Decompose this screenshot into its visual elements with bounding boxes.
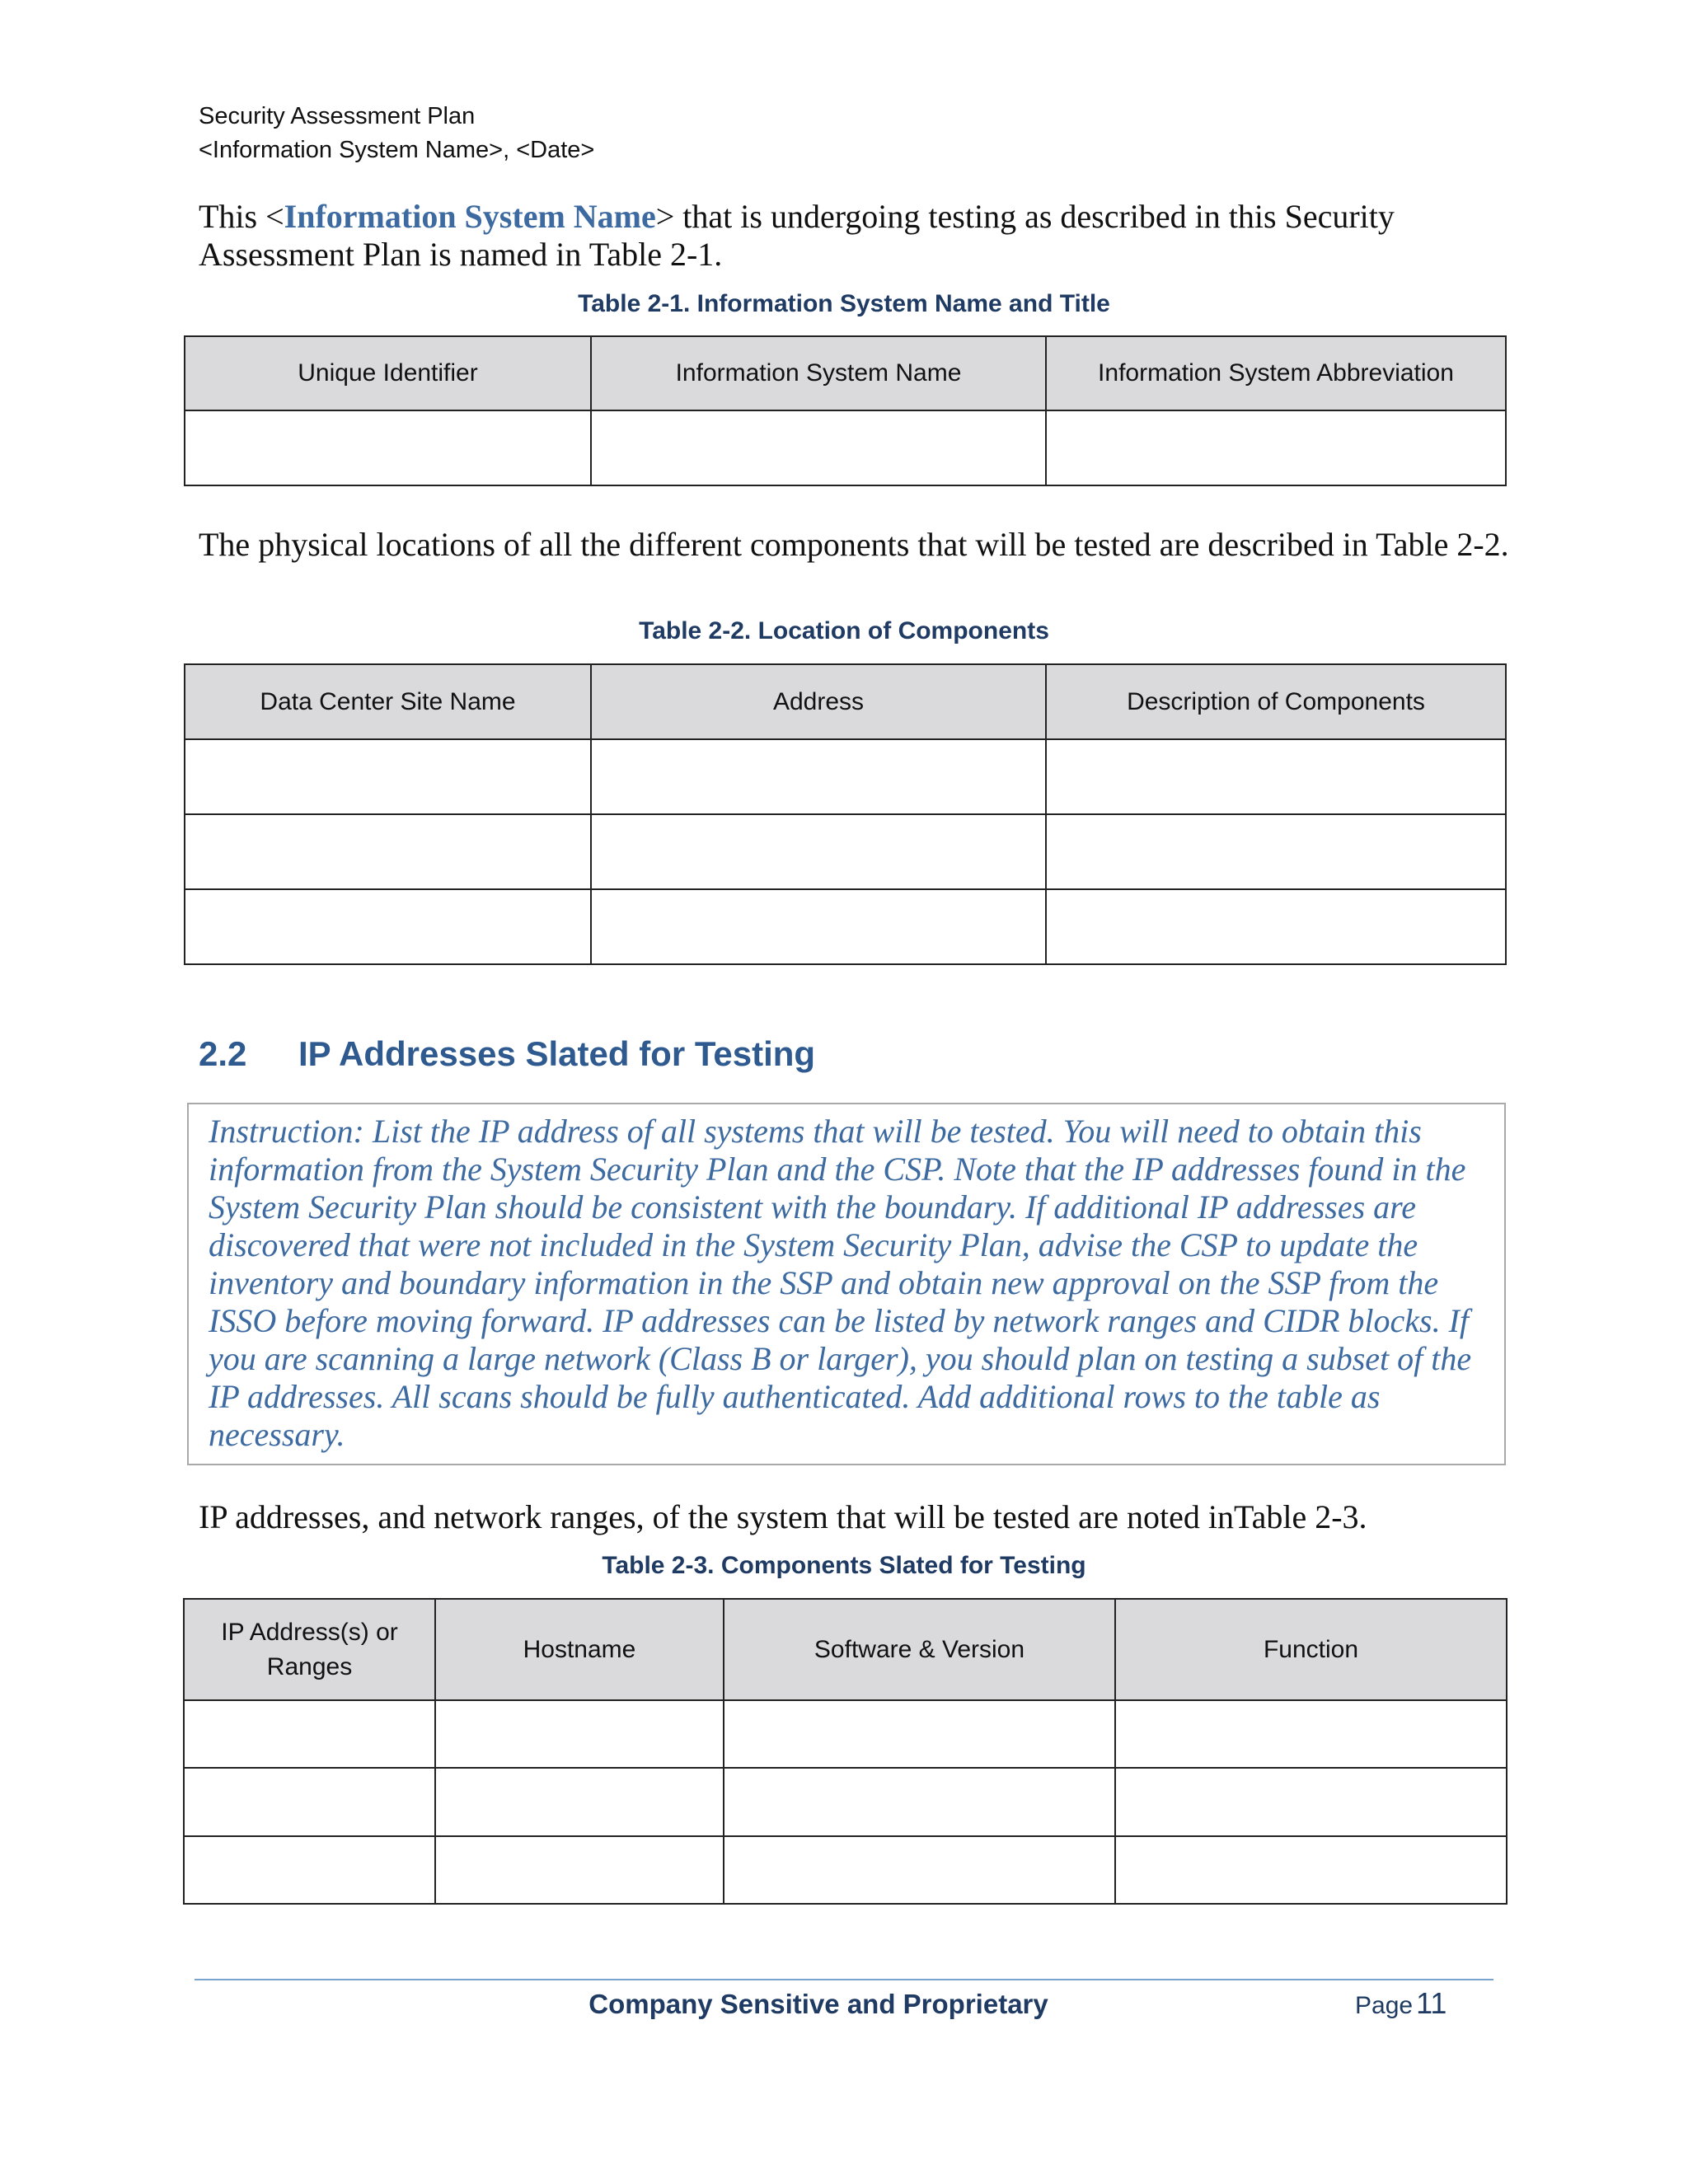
table-cell[interactable] (435, 1700, 724, 1768)
table-cell[interactable] (591, 889, 1046, 964)
section-title: IP Addresses Slated for Testing (298, 1034, 816, 1073)
table1-header-system-name: Information System Name (591, 336, 1046, 410)
table3-caption: Table 2-3. Components Slated for Testing (602, 1552, 1086, 1579)
table-cell[interactable] (591, 739, 1046, 814)
table1-caption: Table 2-1. Information System Name and Title (578, 290, 1110, 317)
header-subtitle: <Information System Name>, <Date> (199, 137, 595, 163)
table-cell[interactable] (1115, 1700, 1507, 1768)
table-cell[interactable] (1115, 1768, 1507, 1836)
table-cell[interactable] (724, 1836, 1115, 1904)
instruction-box: Instruction: List the IP address of all systems that will be tested. You will need to obtain this information from the System Security Plan and the CSP. Note that the IP addresses found in the System Security Plan should be consistent with the boundary. If additional IP addresses are discovered that were not included in the System Security Plan, advise the CSP to update the inventory and boundary information in the SSP and obtain new approval on the SSP from the ISSO before moving forward. IP addresses can be listed by network ranges and CIDR blocks. If you are scanning a large network (Class B or larger), you should plan on testing a subset of the IP addresses. All scans should be fully authenticated. Add additional rows to the table as necessary. (187, 1103, 1506, 1465)
table-cell[interactable] (724, 1700, 1115, 1768)
table-cell[interactable] (1046, 814, 1506, 889)
table-cell[interactable] (184, 1836, 435, 1904)
table2 (184, 663, 1507, 965)
page-indicator (1355, 1986, 1447, 2021)
table-row (185, 739, 1506, 814)
table3-header-ip: IP Address(s) or Ranges (184, 1599, 435, 1700)
footer-divider (195, 1979, 1493, 1980)
table2-header-description: Description of Components (1046, 664, 1506, 739)
table-cell[interactable] (435, 1836, 724, 1904)
ip-paragraph: IP addresses, and network ranges, of the system that will be tested are noted inTable 2-3. (199, 1498, 1367, 1535)
table-cell[interactable] (184, 1768, 435, 1836)
table-cell[interactable] (1046, 410, 1506, 485)
locations-paragraph: The physical locations of all the different components that will be tested are described in Table 2-2. (199, 526, 1509, 563)
table-row (185, 814, 1506, 889)
section-number: 2.2 (199, 1034, 247, 1073)
intro-suffix: > that is undergoing testing as described in this Security Assessment Plan is named in Table 2-1. (199, 198, 1395, 273)
table2-header-address: Address (591, 664, 1046, 739)
intro-highlight: Information System Name (284, 198, 656, 235)
page-label: Page (1355, 1992, 1414, 2019)
page-number: 11 (1416, 1986, 1447, 2020)
intro-paragraph (199, 198, 1517, 274)
table-cell[interactable] (185, 410, 591, 485)
table-cell[interactable] (185, 814, 591, 889)
table3 (183, 1598, 1507, 1905)
section-heading (199, 1034, 815, 1074)
table-cell[interactable] (185, 889, 591, 964)
table-cell[interactable] (1115, 1836, 1507, 1904)
header-title: Security Assessment Plan (199, 103, 476, 129)
table3-header-function: Function (1115, 1599, 1507, 1700)
intro-prefix: This < (199, 198, 284, 235)
table-cell[interactable] (724, 1768, 1115, 1836)
table2-header-site-name: Data Center Site Name (185, 664, 591, 739)
table-row (184, 1768, 1507, 1836)
table-row (184, 1700, 1507, 1768)
table-cell[interactable] (185, 739, 591, 814)
table-cell[interactable] (1046, 739, 1506, 814)
table-row (185, 410, 1506, 485)
table-row (184, 1836, 1507, 1904)
table-cell[interactable] (591, 814, 1046, 889)
table-cell[interactable] (184, 1700, 435, 1768)
table3-header-hostname: Hostname (435, 1599, 724, 1700)
table-row (185, 889, 1506, 964)
table-cell[interactable] (591, 410, 1046, 485)
table1-header-unique-identifier: Unique Identifier (185, 336, 591, 410)
table1 (184, 335, 1507, 486)
table-cell[interactable] (1046, 889, 1506, 964)
table1-header-abbreviation: Information System Abbreviation (1046, 336, 1506, 410)
table3-header-software: Software & Version (724, 1599, 1115, 1700)
table-cell[interactable] (435, 1768, 724, 1836)
footer-confidentiality: Company Sensitive and Proprietary (588, 1989, 1048, 2019)
table2-caption: Table 2-2. Location of Components (639, 617, 1049, 644)
